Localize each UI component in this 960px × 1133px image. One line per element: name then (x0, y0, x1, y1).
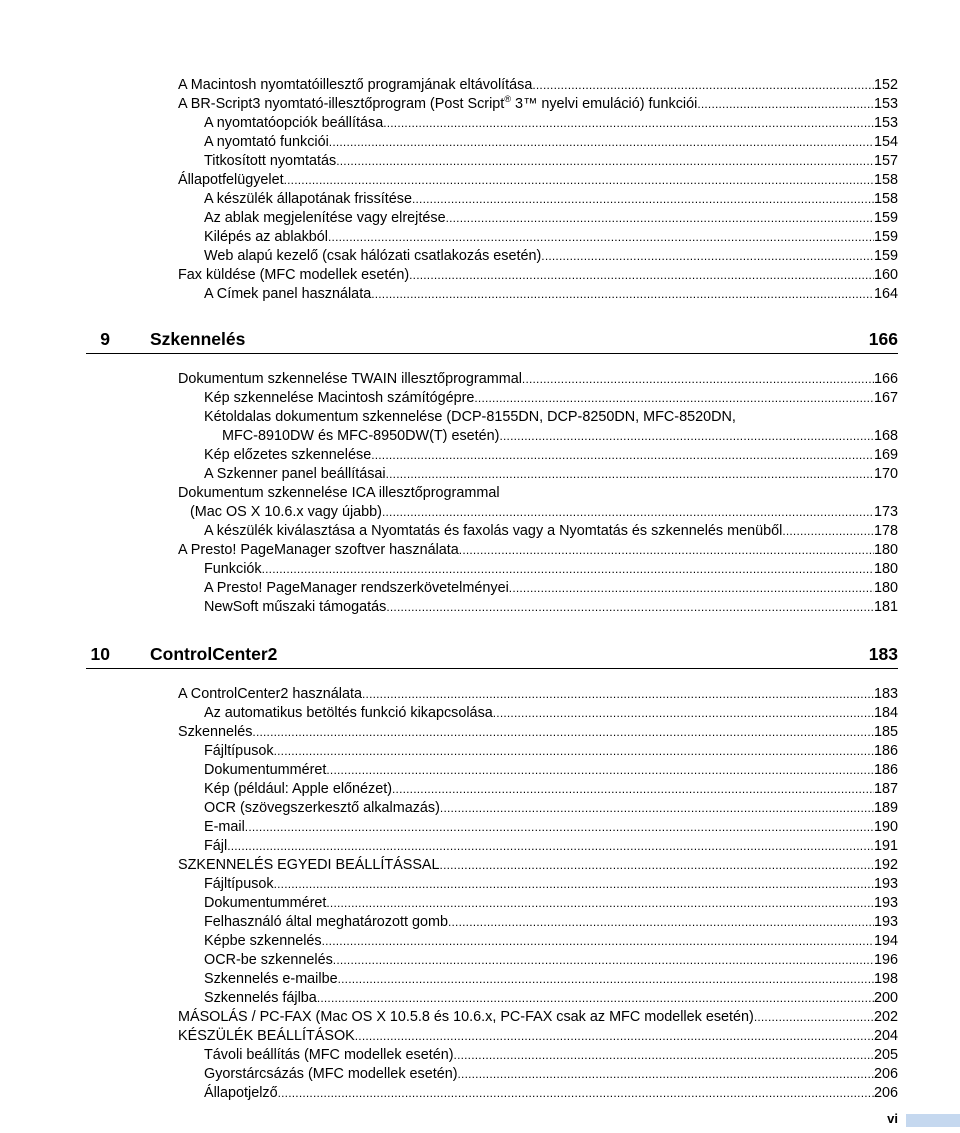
chapter-heading-9[interactable] (0, 308, 960, 370)
toc-entry-text: A Presto! PageManager szoftver használata (178, 542, 459, 558)
toc-entry-text: MÁSOLÁS / PC-FAX (Mac OS X 10.5.8 és 10.6.x, PC-FAX csak az MFC modellek esetén) (178, 1009, 754, 1025)
toc-entry-text: Fájl (204, 838, 228, 854)
dot-leader (362, 685, 874, 704)
toc-entry[interactable] (0, 742, 898, 761)
toc-entry-text: A Szkenner panel beállításai (204, 466, 386, 482)
toc-entry-page: 159 (873, 229, 898, 245)
toc-entry-text: Kép (például: Apple előnézet) (204, 781, 393, 797)
toc-entry[interactable] (0, 1065, 898, 1084)
dot-leader (386, 465, 874, 484)
dot-leader (371, 446, 874, 465)
toc-entry-text: Dokumentum szkennelése ICA illesztőprogrammal (178, 485, 500, 501)
toc-entry[interactable] (0, 446, 898, 465)
toc-entry[interactable] (0, 266, 898, 285)
toc-entry-page: 187 (873, 781, 898, 797)
toc-entry-text: A készülék állapotának frissítése (204, 191, 412, 207)
toc-entry-text-part: 3™ nyelvi emuláció) funkciói (510, 96, 698, 112)
toc-entry-page: 168 (873, 428, 898, 444)
toc-entry-page: 166 (873, 371, 898, 387)
toc-entry[interactable] (0, 894, 898, 913)
chapter-number: 10 (90, 644, 110, 664)
toc-entry[interactable] (0, 370, 898, 389)
toc-entry-text: SZKENNELÉS EGYEDI BEÁLLÍTÁSSAL (178, 857, 440, 873)
toc-entry[interactable] (0, 541, 898, 560)
dot-leader (448, 913, 874, 932)
toc-entry[interactable] (0, 427, 898, 446)
toc-entry[interactable] (0, 1027, 898, 1046)
dot-leader (329, 133, 874, 152)
toc-entry[interactable] (0, 685, 898, 704)
toc-entry[interactable] (0, 114, 898, 133)
toc-entry[interactable] (0, 285, 898, 304)
toc-entry-page: 202 (873, 1009, 898, 1025)
toc-entry-page: 193 (873, 895, 898, 911)
dot-leader (697, 95, 874, 114)
chapter-9-entries (0, 370, 960, 617)
toc-entry-text: Kép előzetes szkennelése (204, 447, 372, 463)
dot-leader (326, 761, 874, 780)
toc-entry-page: 157 (873, 153, 898, 169)
toc-entry-text: A Presto! PageManager rendszerkövetelményei (204, 580, 509, 596)
toc-entry[interactable] (0, 970, 898, 989)
toc-entry-page: 186 (873, 762, 898, 778)
toc-entry[interactable] (0, 190, 898, 209)
dot-leader (458, 1065, 874, 1084)
toc-entry-page: 153 (873, 96, 898, 112)
toc-entry-page: 154 (873, 134, 898, 150)
toc-entry-text: A ControlCenter2 használata (178, 686, 362, 702)
toc-entry-text: A nyomtatóopciók beállítása (204, 115, 384, 131)
dot-leader (440, 856, 874, 875)
toc-entry-text-part: A BR-Script3 nyomtató-illesztőprogram (Post Script (178, 96, 505, 112)
toc-entry-text: NewSoft műszaki támogatás (204, 599, 387, 615)
toc-entry-page: 192 (873, 857, 898, 873)
toc-entry[interactable] (0, 76, 898, 95)
toc-entry[interactable] (0, 913, 898, 932)
toc-entry[interactable] (0, 228, 898, 247)
toc-entry-page: 206 (873, 1085, 898, 1101)
dot-leader (371, 285, 874, 304)
toc-entry-page: 206 (873, 1066, 898, 1082)
dot-leader (227, 837, 874, 856)
dot-leader (245, 818, 874, 837)
toc-entry-text: Funkciók (204, 561, 262, 577)
toc-entry[interactable] (0, 951, 898, 970)
toc-entry-text: Távoli beállítás (MFC modellek esetén) (204, 1047, 454, 1063)
dot-leader (274, 742, 874, 761)
dot-leader (262, 560, 874, 579)
toc-entry[interactable] (0, 465, 898, 484)
toc-entry-text: Állapotjelző (204, 1085, 278, 1101)
page-number: vi (887, 1111, 898, 1126)
dot-leader (541, 247, 874, 266)
dot-leader (493, 704, 874, 723)
dot-leader (317, 989, 874, 1008)
toc-entry-page: 186 (873, 743, 898, 759)
toc-entry-page: 164 (873, 286, 898, 302)
chapter-page: 183 (868, 644, 898, 664)
toc-entry[interactable] (0, 723, 898, 742)
toc-entry-page: 178 (873, 523, 898, 539)
toc-entry[interactable] (0, 932, 898, 951)
toc-entry[interactable] (0, 560, 898, 579)
toc-entry-page: 185 (873, 724, 898, 740)
toc-entry-page: 153 (873, 115, 898, 131)
toc-entry-text: MFC-8910DW és MFC-8950DW(T) esetén) (222, 428, 500, 444)
toc-entry-page: 159 (873, 248, 898, 264)
toc-entry-text: Szkennelés fájlba (204, 990, 317, 1006)
toc-entry-text: A nyomtató funkciói (204, 134, 329, 150)
toc-entry-text: Kép szkennelése Macintosh számítógépre (204, 390, 475, 406)
chapter-title: Szkennelés (150, 329, 246, 349)
toc-entry-page: 193 (873, 876, 898, 892)
toc-entry-text: Az automatikus betöltés funkció kikapcsolása (204, 705, 493, 721)
toc-entry-text: A Címek panel használata (204, 286, 372, 302)
toc-entry-text: A készülék kiválasztása a Nyomtatás és faxolás vagy a Nyomtatás és szkennelés menüből (204, 523, 783, 539)
toc-entry[interactable] (0, 1046, 898, 1065)
toc-entry[interactable] (0, 209, 898, 228)
toc-entry-text: Web alapú kezelő (csak hálózati csatlakozás esetén) (204, 248, 542, 264)
toc-entry-continued[interactable] (0, 408, 960, 427)
toc-entry-text: Dokumentumméret (204, 762, 327, 778)
dot-leader (336, 152, 874, 171)
toc-entry[interactable] (0, 522, 898, 541)
toc-entry-text (178, 95, 697, 114)
toc-entry[interactable] (0, 761, 898, 780)
toc-entry-text: Fax küldése (MFC modellek esetén) (178, 267, 410, 283)
toc-entry[interactable] (0, 1084, 898, 1103)
dot-leader (328, 228, 874, 247)
chapter-page: 166 (868, 329, 898, 349)
toc-entry-text: OCR (szövegszerkesztő alkalmazás) (204, 800, 440, 816)
toc-entry-text: Kétoldalas dokumentum szkennelése (DCP-8155DN, DCP-8250DN, MFC-8520DN, (204, 409, 736, 425)
toc-entry[interactable] (0, 989, 898, 1008)
toc-entry-text: Gyorstárcsázás (MFC modellek esetén) (204, 1066, 458, 1082)
toc-entry[interactable] (0, 837, 898, 856)
toc-entry-text: Fájltípusok (204, 743, 274, 759)
toc-entry[interactable] (0, 152, 898, 171)
dot-leader (459, 541, 874, 560)
table-of-contents (0, 76, 960, 1103)
toc-entry[interactable] (0, 389, 898, 408)
dot-leader (412, 190, 874, 209)
toc-entry-page: 190 (873, 819, 898, 835)
dot-leader (284, 171, 874, 190)
dot-leader (454, 1046, 874, 1065)
toc-entry[interactable] (0, 503, 898, 522)
toc-entry-text: OCR-be szkennelés (204, 952, 333, 968)
toc-entry-page: 173 (873, 504, 898, 520)
dot-leader (383, 114, 874, 133)
toc-entry[interactable] (0, 875, 898, 894)
dot-leader (474, 389, 874, 408)
toc-entry[interactable] (0, 579, 898, 598)
toc-entry-page: 184 (873, 705, 898, 721)
toc-entry-page: 158 (873, 172, 898, 188)
toc-entry-page: 160 (873, 267, 898, 283)
chapter-title: ControlCenter2 (150, 644, 278, 664)
registered-mark: ® (504, 94, 511, 105)
toc-entry-page: 180 (873, 542, 898, 558)
toc-entry-page: 194 (873, 933, 898, 949)
chapter-10-entries (0, 685, 960, 1103)
toc-entry-text: Szkennelés (178, 724, 253, 740)
chapter-heading-10[interactable] (0, 623, 960, 685)
toc-entry-page: 170 (873, 466, 898, 482)
dot-leader (446, 209, 874, 228)
dot-leader (509, 579, 874, 598)
toc-entry[interactable] (0, 856, 898, 875)
toc-entry-text: Kilépés az ablakból (204, 229, 328, 245)
dot-leader (440, 799, 874, 818)
toc-entry-text: (Mac OS X 10.6.x vagy újabb) (190, 504, 382, 520)
toc-entry-text: Fájltípusok (204, 876, 274, 892)
toc-entry-text: Felhasználó által meghatározott gomb (204, 914, 448, 930)
dot-leader (382, 503, 874, 522)
dot-leader (355, 1027, 874, 1046)
toc-entry-text: Dokumentumméret (204, 895, 327, 911)
toc-entry-page: 183 (873, 686, 898, 702)
chapter-number: 9 (100, 329, 110, 349)
dot-leader (754, 1008, 874, 1027)
toc-entry[interactable] (0, 799, 898, 818)
toc-entry-page: 152 (873, 77, 898, 93)
toc-entry-page: 200 (873, 990, 898, 1006)
toc-entry-page: 181 (873, 599, 898, 615)
dot-leader (338, 970, 874, 989)
toc-entry-continued[interactable] (0, 484, 960, 503)
dot-leader (274, 875, 874, 894)
dot-leader (392, 780, 874, 799)
toc-entry-page: 158 (873, 191, 898, 207)
toc-entry-text: Az ablak megjelenítése vagy elrejtése (204, 210, 446, 226)
toc-entry[interactable] (0, 171, 898, 190)
dot-leader (386, 598, 874, 617)
toc-entry-text: Állapotfelügyelet (178, 172, 284, 188)
page-accent-bar (906, 1114, 960, 1127)
toc-entry[interactable] (0, 133, 898, 152)
toc-entry[interactable] (0, 598, 898, 617)
dot-leader (278, 1084, 874, 1103)
toc-entry[interactable] (0, 780, 898, 799)
toc-entry-page: 205 (873, 1047, 898, 1063)
dot-leader (499, 427, 874, 446)
dot-leader (326, 894, 874, 913)
toc-entry[interactable] (0, 95, 898, 114)
toc-intro-list (0, 76, 960, 304)
dot-leader (782, 522, 874, 541)
toc-entry-text: Képbe szkennelés (204, 933, 322, 949)
toc-entry-text: A Macintosh nyomtatóillesztő programjának eltávolítása (178, 77, 533, 93)
toc-entry[interactable] (0, 704, 898, 723)
toc-entry-page: 169 (873, 447, 898, 463)
toc-entry-text: E-mail (204, 819, 245, 835)
toc-entry-page: 189 (873, 800, 898, 816)
toc-entry-page: 193 (873, 914, 898, 930)
dot-leader (532, 76, 874, 95)
dot-leader (333, 951, 874, 970)
toc-entry-page: 159 (873, 210, 898, 226)
toc-entry-text: Szkennelés e-mailbe (204, 971, 338, 987)
toc-entry[interactable] (0, 1008, 898, 1027)
toc-entry-text: Dokumentum szkennelése TWAIN illesztőprogrammal (178, 371, 522, 387)
toc-entry-page: 204 (873, 1028, 898, 1044)
toc-entry-page: 191 (873, 838, 898, 854)
toc-entry[interactable] (0, 247, 898, 266)
toc-entry-page: 180 (873, 580, 898, 596)
toc-entry-text: KÉSZÜLÉK BEÁLLÍTÁSOK (178, 1028, 355, 1044)
dot-leader (409, 266, 874, 285)
toc-entry[interactable] (0, 818, 898, 837)
dot-leader (522, 370, 874, 389)
dot-leader (252, 723, 874, 742)
toc-entry-page: 196 (873, 952, 898, 968)
toc-entry-page: 180 (873, 561, 898, 577)
dot-leader (322, 932, 874, 951)
toc-entry-page: 198 (873, 971, 898, 987)
toc-entry-page: 167 (873, 390, 898, 406)
toc-entry-text: Titkosított nyomtatás (204, 153, 337, 169)
